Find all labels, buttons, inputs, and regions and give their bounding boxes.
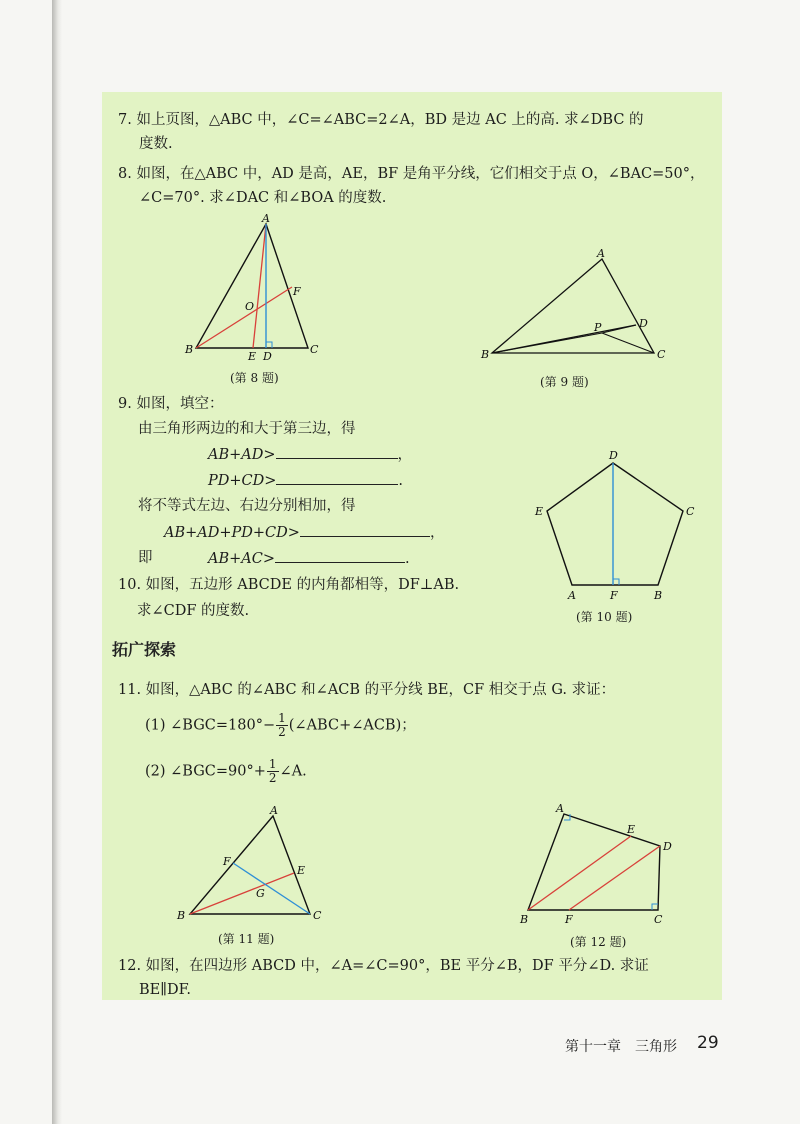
- fig9-label-b: B: [481, 348, 490, 361]
- q9-blank-3[interactable]: [300, 522, 430, 537]
- fraction-denominator: 2: [278, 725, 286, 739]
- chapter-footer: 第十一章 三角形: [565, 1039, 677, 1055]
- fraction-numerator: 1: [268, 757, 277, 771]
- fig11-label-e: E: [297, 864, 306, 877]
- q9-blank-1[interactable]: [276, 444, 398, 459]
- fig10-label-e: E: [535, 505, 544, 518]
- fig10-right-angle: [613, 579, 619, 585]
- q9-inequality-3: [164, 522, 444, 543]
- fig9-label-d: D: [639, 317, 648, 330]
- figure-9: [478, 245, 678, 370]
- q11-item2-fraction: [267, 758, 279, 785]
- fig9-triangle: [492, 259, 654, 353]
- q9-inequality-4: [208, 548, 410, 569]
- fig10-label-c: C: [686, 505, 695, 518]
- fraction-numerator: 1: [278, 711, 286, 725]
- q8-line2: ∠C=70°. 求∠DAC 和∠BOA 的度数.: [139, 190, 387, 206]
- fig12-label-b: B: [520, 913, 529, 926]
- fig8-label-o: O: [245, 300, 255, 313]
- fig8-label-a: A: [262, 212, 270, 225]
- fig12-label-a: A: [556, 802, 564, 815]
- fig12-bisector-be: [528, 836, 631, 910]
- q9-blank-2[interactable]: [276, 470, 398, 485]
- page-number: 29: [697, 1033, 719, 1053]
- q11-item1: [145, 712, 416, 739]
- fig8-label-e: E: [248, 350, 257, 363]
- q11-item2: [145, 758, 307, 785]
- fig12-label-f: F: [565, 913, 573, 926]
- q9-blank-4[interactable]: [275, 548, 405, 563]
- fig11-label-g: G: [256, 887, 265, 900]
- figure-11: [176, 800, 336, 930]
- q9-ineq2-end: .: [398, 473, 404, 489]
- fig10-label-a: A: [568, 589, 576, 602]
- fig11-label-a: A: [270, 804, 278, 817]
- fig8-triangle: [196, 224, 308, 348]
- q9-inequality-2: [208, 470, 403, 491]
- q12-line1: 12. 如图，在四边形 ABCD 中，∠A=∠C=90°，BE 平分∠B，DF 平分∠D. 求证: [118, 958, 649, 974]
- fig12-right-angle-c: [652, 904, 658, 910]
- fig11-triangle: [190, 816, 310, 914]
- fig10-caption: (第 10 题): [576, 610, 633, 624]
- q9-ineq1-end: ，: [397, 447, 413, 463]
- fig12-label-e: E: [627, 823, 636, 836]
- q11-item1-suffix: (∠ABC+∠ACB)；: [288, 717, 416, 734]
- fig11-label-b: B: [177, 909, 186, 922]
- fig10-label-f: F: [610, 589, 618, 602]
- fig9-label-c: C: [657, 348, 666, 361]
- fig9-segment-pd: [602, 325, 636, 333]
- fig9-segment-bp: [492, 333, 602, 353]
- fig11-label-f: F: [223, 855, 231, 868]
- q9-ineq4-end: .: [405, 551, 410, 567]
- q7-line1: 7. 如上页图，△ABC 中，∠C=∠ABC=2∠A，BD 是边 AC 上的高. 求∠DBC 的: [118, 112, 644, 128]
- q9-ineq3-end: ，: [429, 525, 445, 541]
- q9-ji: 即: [138, 550, 153, 566]
- fig12-bisector-df: [569, 846, 660, 910]
- q9-inequality-1: [208, 444, 412, 465]
- q11-item2-prefix: (2) ∠BGC=90°+: [145, 763, 266, 780]
- fig12-label-c: C: [654, 913, 663, 926]
- fig9-segment-pc: [602, 333, 654, 353]
- fig10-label-d: D: [609, 449, 618, 462]
- figure-12: [514, 800, 684, 930]
- fig8-right-angle: [266, 342, 272, 348]
- fig9-label-p: P: [594, 321, 602, 334]
- fig8-caption: (第 8 题): [230, 371, 279, 385]
- q9-intro: 由三角形两边的和大于第三边，得: [138, 421, 356, 437]
- fig9-label-a: A: [597, 247, 605, 260]
- q9-ineq1-text: AB+AD>: [208, 447, 276, 463]
- fig8-label-f: F: [293, 285, 301, 298]
- fig8-label-b: B: [185, 343, 194, 356]
- q10-line1: 10. 如图，五边形 ABCDE 的内角都相等，DF⊥AB.: [118, 577, 460, 593]
- fig8-bisector-bf: [196, 287, 292, 348]
- q10-line2: 求∠CDF 的度数.: [137, 603, 250, 619]
- fig10-pentagon: [547, 463, 683, 585]
- fraction-denominator: 2: [268, 771, 277, 785]
- figure-8: [180, 212, 330, 372]
- book-spine-shadow: [52, 0, 62, 1124]
- fig12-caption: (第 12 题): [570, 935, 627, 949]
- fig11-label-c: C: [313, 909, 322, 922]
- fig8-label-d: D: [263, 350, 272, 363]
- q9-ineq3-text: AB+AD+PD+CD>: [164, 525, 300, 541]
- fig11-caption: (第 11 题): [218, 932, 275, 946]
- q9-ineq2-text: PD+CD>: [208, 473, 277, 489]
- q9-ineq4-text: AB+AC>: [208, 551, 275, 567]
- fig8-label-c: C: [310, 343, 319, 356]
- q11-item1-prefix: (1) ∠BGC=180°−: [145, 717, 276, 734]
- fig10-label-b: B: [654, 589, 663, 602]
- q9-title: 9. 如图，填空：: [118, 396, 224, 412]
- q7-line2: 度数.: [139, 136, 173, 152]
- q11-item1-fraction: [276, 712, 288, 739]
- q9-add-text: 将不等式左边、右边分别相加，得: [138, 498, 356, 514]
- q11-item2-suffix: ∠A.: [279, 763, 307, 780]
- fig9-caption: (第 9 题): [540, 375, 589, 389]
- section-heading: 拓广探索: [112, 640, 177, 659]
- q8-line1: 8. 如图，在△ABC 中，AD 是高，AE，BF 是角平分线，它们相交于点 O，∠BAC=50°，: [118, 166, 705, 182]
- figure-10: [530, 445, 700, 605]
- q12-line2: BE∥DF.: [139, 982, 191, 998]
- q11-line1: 11. 如图，△ABC 的∠ABC 和∠ACB 的平分线 BE，CF 相交于点 G. 求证：: [118, 682, 616, 698]
- fig12-label-d: D: [663, 840, 672, 853]
